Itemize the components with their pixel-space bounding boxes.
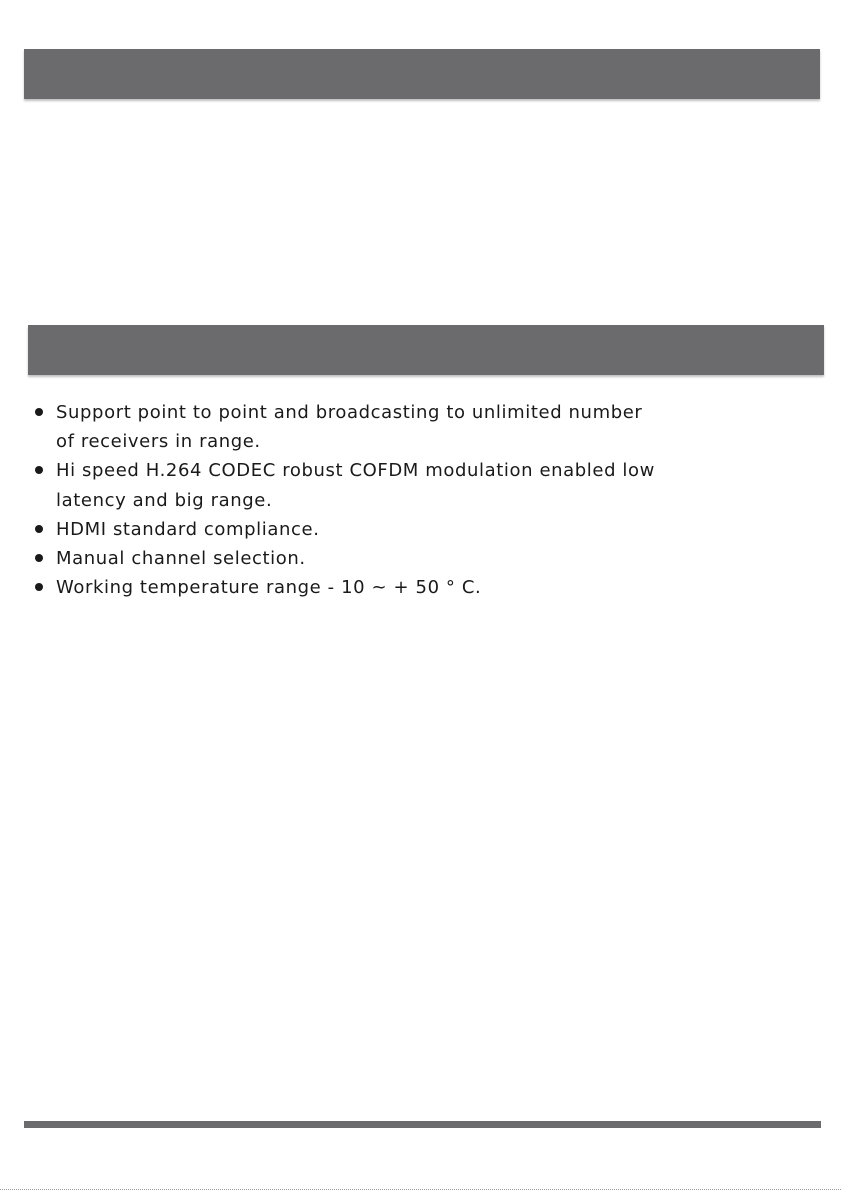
feature-text: HDMI standard compliance. xyxy=(56,518,320,540)
section-header-bar-top xyxy=(24,49,820,99)
feature-list xyxy=(33,398,773,602)
feature-item xyxy=(33,456,773,514)
bullet-icon xyxy=(35,408,43,416)
footer-divider xyxy=(24,1121,821,1128)
feature-text: Support point to point and broadcasting to unlimited number of receivers in range. xyxy=(56,402,643,453)
feature-text: Working temperature range - 10 ~ + 50 ° C. xyxy=(56,577,482,599)
feature-item xyxy=(33,515,773,544)
page-edge-line xyxy=(0,1189,841,1190)
feature-item xyxy=(33,573,773,602)
bullet-icon xyxy=(35,525,43,533)
bullet-icon xyxy=(35,554,43,562)
feature-item xyxy=(33,398,773,456)
feature-item xyxy=(33,544,773,573)
section-header-bar-features xyxy=(28,325,824,375)
feature-text: Hi speed H.264 CODEC robust COFDM modulation enabled low latency and big range. xyxy=(56,460,655,511)
bullet-icon xyxy=(35,583,43,591)
bullet-icon xyxy=(35,466,43,474)
feature-text: Manual channel selection. xyxy=(56,548,306,570)
